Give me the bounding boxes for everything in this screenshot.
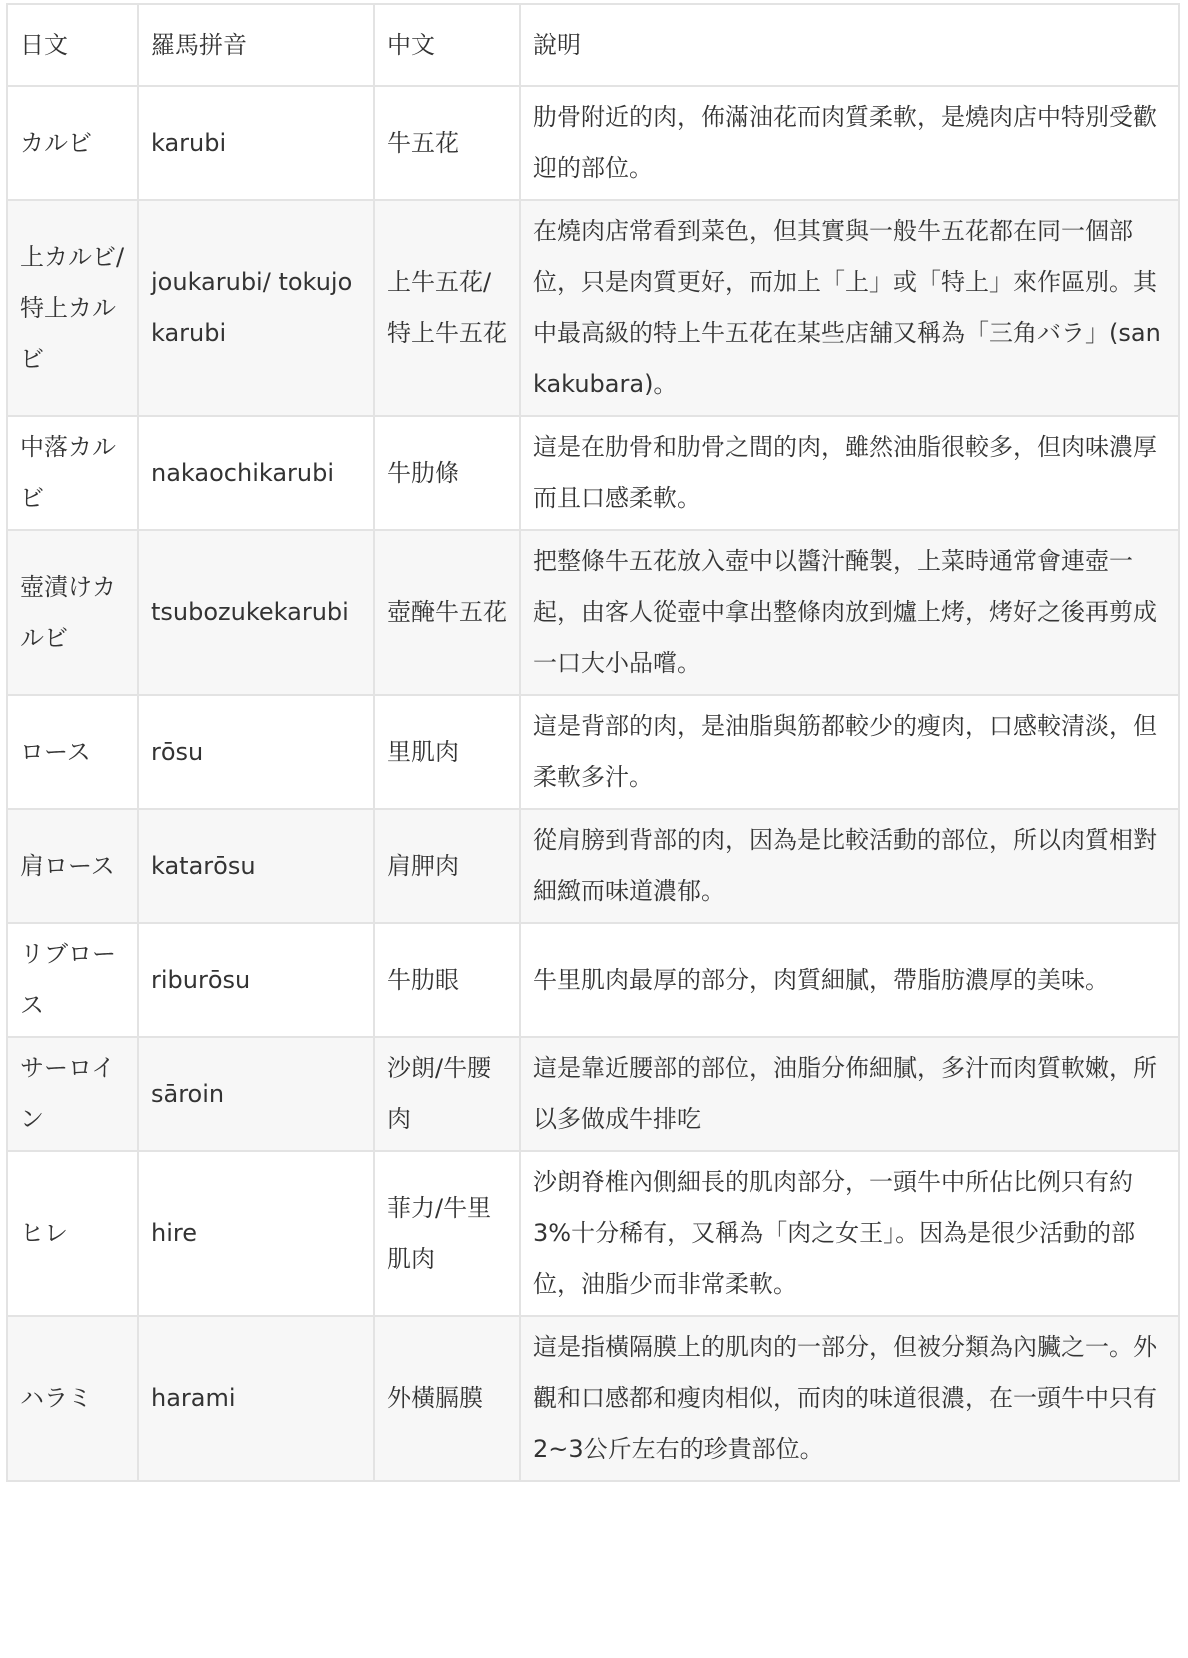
cell-description: 肋骨附近的肉，佈滿油花而肉質柔軟，是燒肉店中特別受歡迎的部位。 xyxy=(520,86,1179,200)
table-row xyxy=(7,1037,1179,1151)
cell-chinese: 肩胛肉 xyxy=(374,809,520,923)
cell-chinese: 上牛五花/特上牛五花 xyxy=(374,200,520,416)
beef-cuts-table xyxy=(6,3,1180,1482)
cell-description: 這是背部的肉，是油脂與筋都較少的瘦肉，口感較清淡，但柔軟多汁。 xyxy=(520,695,1179,809)
cell-description: 把整條牛五花放入壺中以醬汁醃製，上菜時通常會連壺一起，由客人從壺中拿出整條肉放到爐上烤，烤好之後再剪成一口大小品嚐。 xyxy=(520,530,1179,695)
cell-description: 這是指橫隔膜上的肌肉的一部分，但被分類為內臟之一。外觀和口感都和瘦肉相似，而肉的味道很濃，在一頭牛中只有2~3公斤左右的珍貴部位。 xyxy=(520,1316,1179,1481)
table-row xyxy=(7,1151,1179,1316)
cell-chinese: 菲力/牛里肌肉 xyxy=(374,1151,520,1316)
table-row xyxy=(7,923,1179,1037)
cell-romaji: sāroin xyxy=(138,1037,374,1151)
cell-chinese: 外橫膈膜 xyxy=(374,1316,520,1481)
cell-chinese: 沙朗/牛腰肉 xyxy=(374,1037,520,1151)
header-japanese: 日文 xyxy=(7,4,138,86)
cell-japanese: リブロース xyxy=(7,923,138,1037)
cell-japanese: カルビ xyxy=(7,86,138,200)
cell-japanese: 上カルビ/特上カルビ xyxy=(7,200,138,416)
cell-description: 在燒肉店常看到菜色，但其實與一般牛五花都在同一個部位，只是肉質更好，而加上「上」或「特上」來作區別。其中最高級的特上牛五花在某些店舖又稱為「三角バラ」(sankakubara)。 xyxy=(520,200,1179,416)
cell-description: 從肩膀到背部的肉，因為是比較活動的部位，所以肉質相對細緻而味道濃郁。 xyxy=(520,809,1179,923)
header-romaji: 羅馬拼音 xyxy=(138,4,374,86)
cell-japanese: 壺漬けカルビ xyxy=(7,530,138,695)
cell-description: 這是靠近腰部的部位，油脂分佈細膩，多汁而肉質軟嫩，所以多做成牛排吃 xyxy=(520,1037,1179,1151)
cell-romaji: nakaochikarubi xyxy=(138,416,374,530)
table-row xyxy=(7,1316,1179,1481)
cell-description: 沙朗脊椎內側細長的肌肉部分，一頭牛中所佔比例只有約3%十分稀有，又稱為「肉之女王」。因為是很少活動的部位，油脂少而非常柔軟。 xyxy=(520,1151,1179,1316)
cell-japanese: サーロイン xyxy=(7,1037,138,1151)
cell-japanese: ロース xyxy=(7,695,138,809)
cell-japanese: 中落カルビ xyxy=(7,416,138,530)
cell-romaji: karubi xyxy=(138,86,374,200)
cell-japanese: ハラミ xyxy=(7,1316,138,1481)
cell-romaji: joukarubi/ tokujo karubi xyxy=(138,200,374,416)
cell-description: 牛里肌肉最厚的部分，肉質細膩，帶脂肪濃厚的美味。 xyxy=(520,923,1179,1037)
cell-chinese: 里肌肉 xyxy=(374,695,520,809)
table-row xyxy=(7,695,1179,809)
table-row xyxy=(7,416,1179,530)
cell-romaji: harami xyxy=(138,1316,374,1481)
cell-chinese: 牛肋條 xyxy=(374,416,520,530)
table-row xyxy=(7,809,1179,923)
cell-chinese: 牛五花 xyxy=(374,86,520,200)
table-header-row xyxy=(7,4,1179,86)
table-row xyxy=(7,530,1179,695)
header-chinese: 中文 xyxy=(374,4,520,86)
cell-romaji: hire xyxy=(138,1151,374,1316)
cell-romaji: rōsu xyxy=(138,695,374,809)
cell-romaji: tsubozukekarubi xyxy=(138,530,374,695)
cell-japanese: 肩ロース xyxy=(7,809,138,923)
cell-chinese: 壺醃牛五花 xyxy=(374,530,520,695)
header-description: 說明 xyxy=(520,4,1179,86)
cell-chinese: 牛肋眼 xyxy=(374,923,520,1037)
table-row xyxy=(7,86,1179,200)
cell-japanese: ヒレ xyxy=(7,1151,138,1316)
cell-description: 這是在肋骨和肋骨之間的肉，雖然油脂很較多，但肉味濃厚而且口感柔軟。 xyxy=(520,416,1179,530)
cell-romaji: katarōsu xyxy=(138,809,374,923)
table-row xyxy=(7,200,1179,416)
cell-romaji: riburōsu xyxy=(138,923,374,1037)
